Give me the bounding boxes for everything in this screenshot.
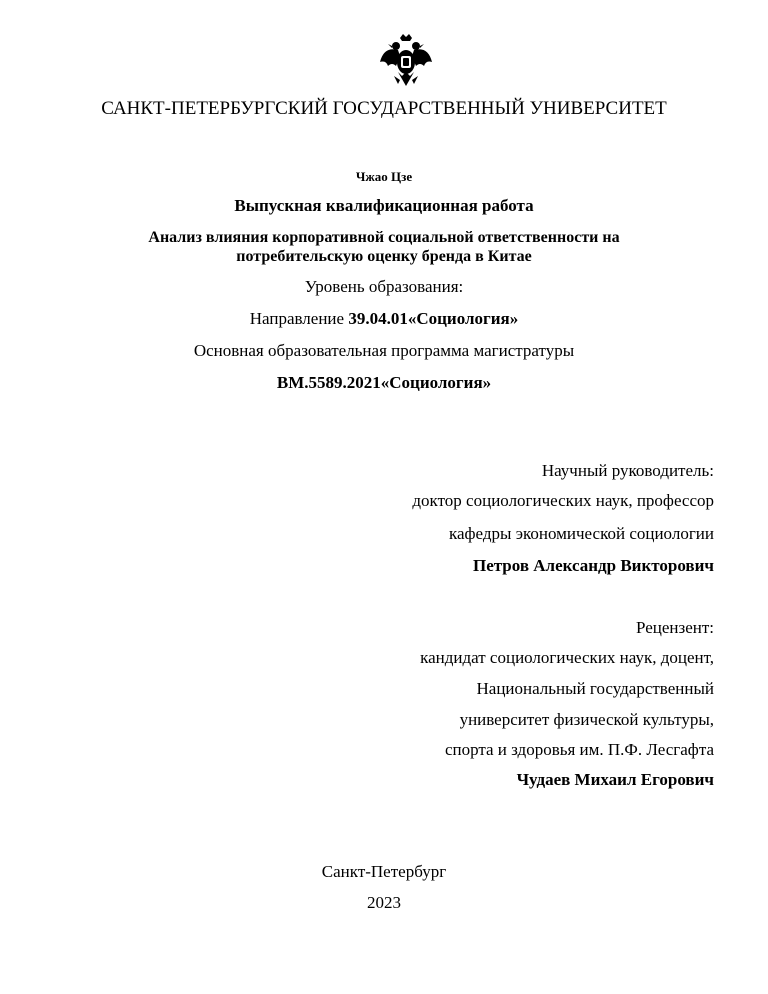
reviewer-degree: кандидат социологических наук, доцент,: [420, 648, 714, 667]
reviewer-affiliation-line1: Национальный государственный: [476, 679, 714, 698]
direction-label: Направление: [249, 309, 345, 328]
thesis-title-line1: Анализ влияния корпоративной социальной ответственности на: [148, 229, 620, 246]
university-name: САНКТ-ПЕТЕРБУРГСКИЙ ГОСУДАРСТВЕННЫЙ УНИВЕРСИТЕТ: [101, 98, 667, 119]
reviewer-affiliation-line3: спорта и здоровья им. П.Ф. Лесгафта: [444, 740, 714, 759]
reviewer-name: Чудаев Михаил Егорович: [516, 770, 714, 789]
program-value: ВМ.5589.2021«Социология»: [276, 373, 492, 392]
thesis-title: [0, 228, 768, 266]
city: Санкт-Петербург: [321, 862, 447, 881]
work-type: Выпускная квалификационная работа: [234, 196, 534, 215]
program-label: Основная образовательная программа магистратуры: [193, 341, 575, 360]
supervisor-department: кафедры экономической социологии: [448, 524, 714, 543]
supervisor-name: Петров Александр Викторович: [472, 556, 714, 575]
education-level: Уровень образования:: [304, 277, 464, 296]
reviewer-heading: Рецензент:: [635, 618, 714, 637]
supervisor-degree: доктор социологических наук, профессор: [412, 491, 714, 510]
supervisor-heading: Научный руководитель:: [541, 461, 714, 480]
double-headed-eagle-emblem-icon: [376, 32, 436, 90]
year: 2023: [367, 893, 401, 912]
direction-value: 39.04.01«Социология»: [348, 309, 519, 328]
thesis-title-line2: потребительскую оценку бренда в Китае: [236, 248, 532, 265]
reviewer-affiliation-line2: университет физической культуры,: [459, 710, 714, 729]
direction: [0, 309, 768, 329]
author-name: Чжао Цзе: [355, 169, 413, 184]
